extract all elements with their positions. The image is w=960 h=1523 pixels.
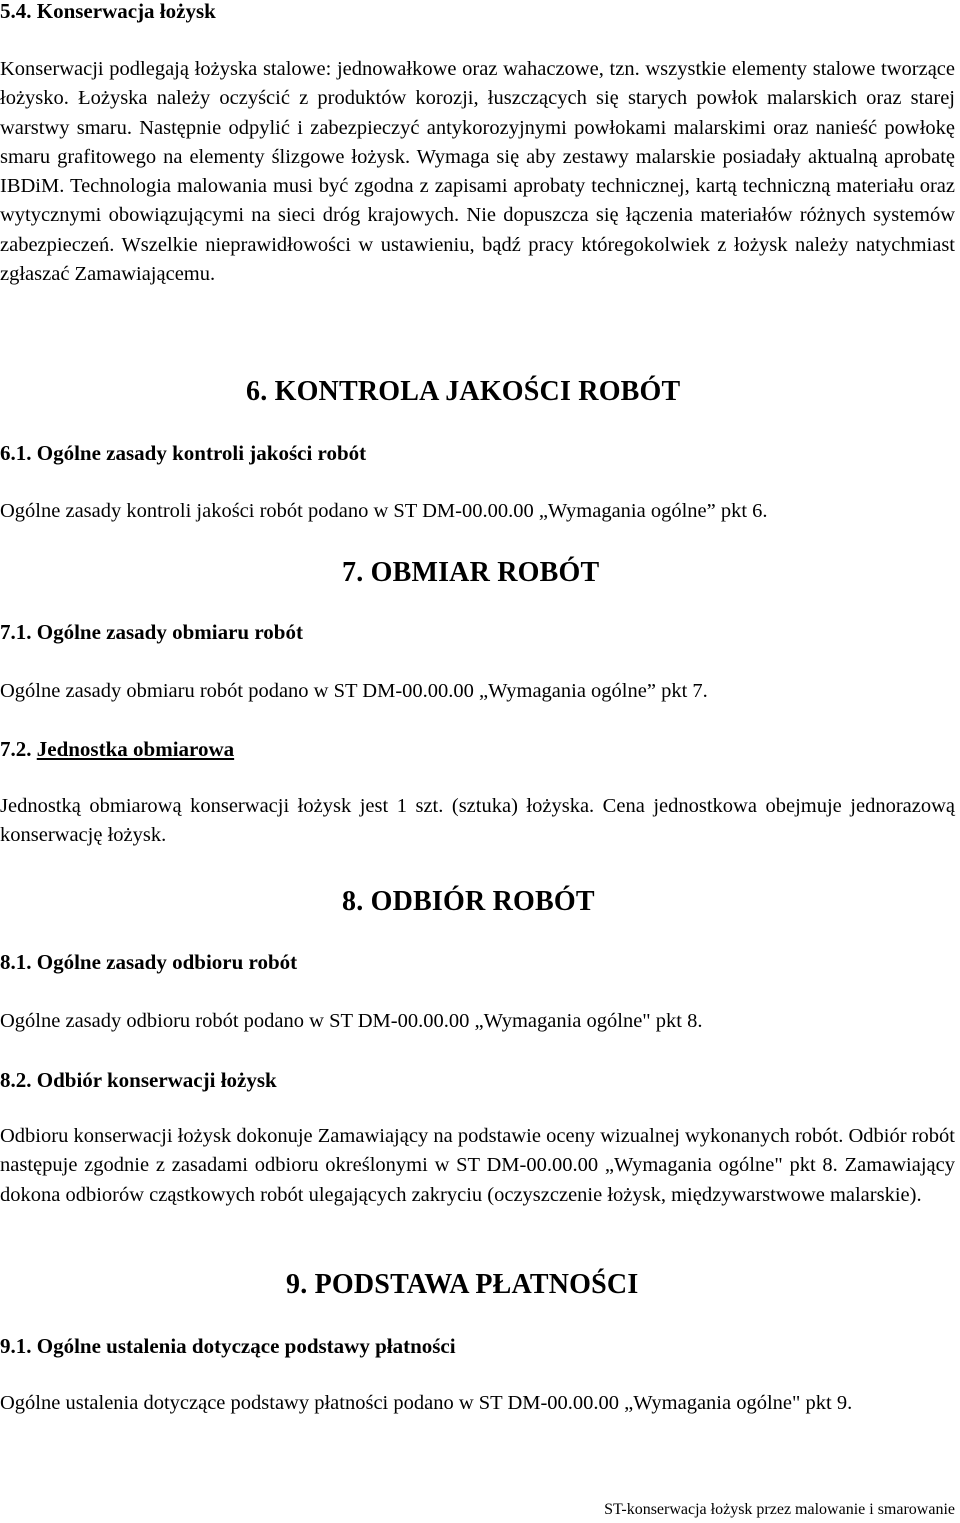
section-8-1-heading: 8.1. Ogólne zasady odbioru robót (0, 950, 298, 974)
chapter-7-title: 7. OBMIAR ROBÓT (342, 557, 600, 588)
section-8-1-text: Ogólne zasady odbioru robót podano w ST DM-00.00.00 „Wymagania ogólne" pkt 8. (0, 1010, 703, 1032)
section-6-1-text: Ogólne zasady kontroli jakości robót podano w ST DM-00.00.00 „Wymagania ogólne” pkt 6. (0, 500, 768, 522)
chapter-8-title: 8. ODBIÓR ROBÓT (342, 886, 595, 917)
section-6-1-heading: 6.1. Ogólne zasady kontroli jakości robót (0, 441, 367, 465)
section-8-2-heading: 8.2. Odbiór konserwacji łożysk (0, 1068, 277, 1092)
section-8-2-text: Odbioru konserwacji łożysk dokonuje Zamawiający na podstawie oceny wizualnej wykonanych robót. Odbiór robót następuje zgodnie z zasadami odbioru określonymi w ST DM-00.00.00 „Wymagania ogólne" pkt 8. Zamawiający dokona odbiorów cząstkowych robót ulegających zakryciu (oczyszczenie łożysk, międzywarstwowe malarskie). (0, 1125, 955, 1206)
section-7-2-heading (0, 735, 955, 764)
section-7-1-heading: 7.1. Ogólne zasady obmiaru robót (0, 620, 303, 644)
section-9-1-heading: 9.1. Ogólne ustalenia dotyczące podstawy płatności (0, 1334, 456, 1358)
section-7-2-title: Jednostka obmiarowa (36, 737, 235, 761)
chapter-9-title: 9. PODSTAWA PŁATNOŚCI (286, 1269, 639, 1300)
section-7-1-text: Ogólne zasady obmiaru robót podano w ST DM-00.00.00 „Wymagania ogólne” pkt 7. (0, 680, 708, 702)
section-7-2-text: Jednostką obmiarową konserwacji łożysk jest 1 szt. (sztuka) łożyska. Cena jednostkowa obejmuje jednorazową konserwację łożysk. (0, 795, 955, 847)
page-footer: ST-konserwacja łożysk przez malowanie i smarowanie (604, 1501, 955, 1518)
section-9-1-text: Ogólne ustalenia dotyczące podstawy płatności podano w ST DM-00.00.00 „Wymagania ogólne" pkt 9. (0, 1392, 853, 1414)
section-7-2-number: 7.2. (0, 737, 37, 761)
section-5-4-paragraph: Konserwacji podlegają łożyska stalowe: jednowałkowe oraz wahaczowe, tzn. wszystkie elementy stalowe tworzące łożysko. Łożyska należy oczyścić z produktów korozji, łuszczących się starych powłok malarskich oraz starej warstwy smaru. Następnie odpylić i zabezpieczyć antykorozyjnymi powłokami malarskimi oraz nanieść powłokę smaru grafitowego na elementy ślizgowe łożysk. Wymaga się aby zestawy malarskie posiadały aktualną aprobatę IBDiM. Technologia malowania musi być zgodna z zapisami aprobaty technicznej, kartą techniczną materiału oraz wytycznymi obowiązującymi na sieci dróg krajowych. Nie dopuszcza się łączenia materiałów różnych systemów zabezpieczeń. Wszelkie nieprawidłowości w ustawieniu, bądź pracy któregokolwiek z łożysk należy natychmiast zgłaszać Zamawiającemu. (0, 58, 955, 286)
section-5-4-heading: 5.4. Konserwacja łożysk (0, 0, 216, 23)
chapter-6-title: 6. KONTROLA JAKOŚCI ROBÓT (246, 376, 681, 407)
